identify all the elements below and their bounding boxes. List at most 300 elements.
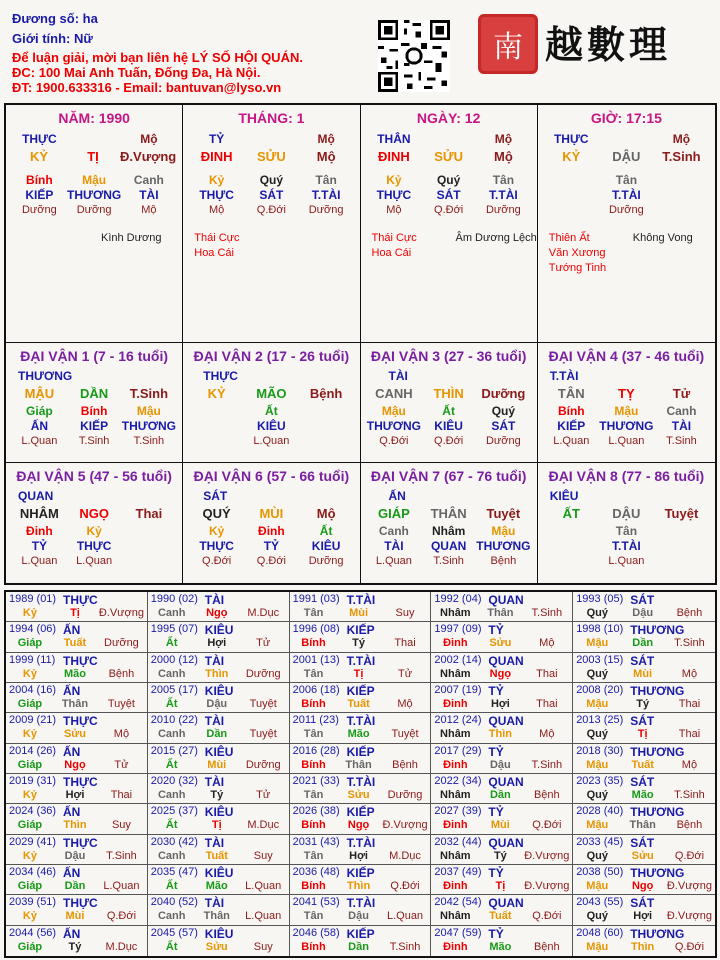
year-cell[interactable] [290, 835, 432, 865]
pillar-top-2: Mộ [672, 132, 691, 146]
year-cell[interactable] [6, 804, 148, 834]
dai-van-hidden-star-2: KIÊU [311, 539, 341, 553]
year-label: 2038 (50) [576, 866, 624, 878]
dai-van-stem-branch-0: NHÂM [19, 506, 59, 521]
year-stem: Ất [165, 940, 178, 953]
dai-van-hidden-star-2: TÀI [671, 419, 692, 433]
year-label: 2041 (53) [292, 896, 340, 909]
year-stage: Mộ [397, 698, 413, 710]
year-cell[interactable] [431, 622, 573, 652]
year-detail [290, 819, 431, 831]
year-cell[interactable] [290, 592, 432, 622]
dai-van-stage-1: L.Quan [76, 555, 113, 567]
year-cell[interactable] [573, 926, 715, 956]
pillar-stem-branch-1: DẬU [612, 149, 641, 164]
year-stage: Bệnh [676, 607, 703, 619]
dai-van-stage-1: T.Sinh [433, 555, 464, 567]
phone-email-line: ĐT: 1900.633316 - Email: bantuvan@lyso.vn [12, 80, 282, 95]
year-cell[interactable] [573, 835, 715, 865]
year-stem: Kỷ [22, 789, 37, 801]
year-stage: T.Sinh [531, 607, 563, 619]
dai-van-stem-branch-2: Tuyệt [664, 506, 699, 521]
year-branch: Tị [353, 667, 364, 680]
year-cell[interactable] [6, 592, 148, 622]
year-cell[interactable] [6, 835, 148, 865]
year-detail [290, 728, 431, 740]
year-label: 2021 (33) [292, 775, 340, 787]
year-detail [148, 789, 289, 801]
year-cell[interactable] [573, 592, 715, 622]
growth-stage-1: Dưỡng [76, 204, 112, 216]
dai-van-stem-branch-2: T.Sinh [129, 386, 169, 401]
year-cell[interactable] [148, 713, 290, 743]
dai-van-hidden-star-2: THƯƠNG [476, 539, 531, 553]
year-branch: Thân [345, 758, 372, 771]
dai-van-stage-2: Bệnh [490, 555, 517, 567]
year-cell[interactable] [148, 622, 290, 652]
pillar-cell [361, 105, 538, 343]
year-stem: Bính [301, 698, 326, 710]
year-label: 2040 (52) [150, 896, 198, 909]
year-cell[interactable] [148, 895, 290, 925]
year-branch: Mão [347, 728, 370, 741]
year-detail [6, 819, 147, 831]
pillar-top-2: Mộ [494, 132, 513, 146]
year-ten-god: QUAN [488, 714, 524, 729]
year-label: 2030 (42) [150, 835, 198, 848]
year-label: 2033 (45) [576, 835, 624, 848]
year-stem: Canh [157, 789, 186, 801]
dai-van-hidden-star-1: KIÊU [434, 419, 463, 433]
dai-van-cell [361, 463, 538, 583]
hidden-stem-2: Tân [492, 173, 515, 187]
year-label: 2048 (60) [576, 926, 624, 939]
year-stem: Đinh [443, 880, 468, 892]
dai-van-hidden-stem-1: Nhâm [431, 524, 466, 538]
growth-stage-2: Dưỡng [308, 204, 344, 216]
year-branch: Hợi [65, 789, 85, 801]
year-label: 2013 (25) [576, 714, 624, 727]
year-label: 2012 (24) [434, 714, 482, 727]
year-stem: Bính [301, 758, 326, 771]
year-detail [431, 910, 572, 922]
year-label: 2024 (36) [9, 805, 57, 818]
auxiliary-star: Kình Dương [101, 232, 162, 244]
growth-stage-2 [654, 203, 709, 217]
year-stem: Nhâm [440, 667, 471, 680]
year-detail [290, 759, 431, 771]
year-branch: Thìn [488, 728, 512, 741]
year-ten-god: KIÊU [204, 623, 234, 638]
dai-van-hidden-stem-1: Bính [80, 404, 108, 418]
year-detail [6, 728, 147, 740]
year-label: 2017 (29) [434, 744, 482, 757]
dai-van-hidden-star-0: KIẾP [557, 419, 586, 433]
year-detail [6, 910, 147, 922]
dai-van-star: ẤN [388, 489, 406, 503]
dai-van-hidden-stem-2: Mậu [136, 404, 161, 418]
year-detail [290, 941, 431, 953]
year-ten-god: TỶ [488, 926, 504, 941]
year-label: 2000 (12) [150, 653, 198, 666]
dai-van-stem-branch-2: Thai [135, 506, 163, 521]
dai-van-cell [361, 343, 538, 463]
year-cell[interactable] [148, 744, 290, 774]
dai-van-hidden-stem-0: Canh [378, 524, 409, 538]
year-detail [148, 728, 289, 740]
year-branch: Mùi [65, 910, 85, 923]
year-cell[interactable] [6, 653, 148, 683]
year-stage: Tuyệt [249, 728, 277, 741]
dai-van-stage-row [183, 554, 359, 568]
year-ten-god: KIÊU [204, 926, 234, 941]
year-cell[interactable] [290, 865, 432, 895]
auxiliary-star: Không Vong [632, 232, 693, 244]
year-stage: Q.Đới [674, 849, 705, 862]
year-cell[interactable] [431, 653, 573, 683]
year-label: 2035 (47) [150, 866, 198, 878]
year-cell[interactable] [431, 926, 573, 956]
dai-van-title: ĐẠI VẬN 4 (37 - 46 tuổi) [548, 348, 705, 364]
year-ten-god: SÁT [630, 896, 655, 911]
year-cell[interactable] [573, 713, 715, 743]
growth-stage-row [538, 203, 715, 217]
dai-van-cell [183, 343, 360, 463]
year-cell[interactable] [6, 865, 148, 895]
year-cell[interactable] [148, 683, 290, 713]
year-label: 2044 (56) [9, 926, 57, 939]
dai-van-hidden-star-row [361, 419, 537, 434]
year-ten-god: THƯƠNG [630, 926, 685, 941]
dai-van-hidden-stem-2: Canh [666, 404, 697, 418]
hidden-star-2: T.TÀI [489, 188, 518, 202]
year-cell[interactable] [573, 774, 715, 804]
hidden-star-1: SÁT [436, 188, 461, 202]
year-cell[interactable] [6, 895, 148, 925]
year-stage: Suy [253, 849, 273, 862]
year-branch: Dậu [632, 607, 654, 619]
year-cell[interactable] [290, 622, 432, 652]
year-stage: Mộ [681, 667, 698, 680]
year-ten-god: THƯƠNG [630, 866, 685, 880]
year-branch: Dần [206, 728, 228, 741]
year-ten-god: KIÊU [204, 684, 234, 698]
year-stem: Kỷ [22, 607, 37, 619]
dai-van-stem-branch-1: THÌN [433, 386, 464, 401]
year-ten-god: ẤN [63, 866, 81, 880]
year-cell[interactable] [6, 683, 148, 713]
year-label: 1995 (07) [150, 623, 198, 636]
year-stem: Canh [157, 910, 186, 923]
year-stem: Nhâm [440, 849, 471, 862]
hidden-star-0: THỰC [199, 188, 234, 202]
year-cell[interactable] [290, 804, 432, 834]
year-detail [573, 759, 715, 771]
year-stem: Ất [165, 698, 178, 710]
year-cell[interactable] [431, 804, 573, 834]
year-label: 2022 (34) [434, 775, 482, 787]
year-ten-god: QUAN [488, 835, 524, 850]
dai-van-hidden-stem-0: Đinh [26, 524, 53, 538]
hidden-star-1: SÁT [259, 188, 284, 202]
pillar-stem-branch-0: ĐINH [377, 149, 410, 164]
year-cell[interactable] [290, 774, 432, 804]
hidden-stem-row [538, 173, 715, 188]
hidden-star-2: T.TÀI [311, 188, 341, 202]
year-stage: Đ.Vượng [524, 880, 570, 892]
year-cell[interactable] [431, 774, 573, 804]
year-ten-god: QUAN [488, 896, 524, 911]
year-label: 2036 (48) [292, 866, 340, 878]
year-stage: M.Dục [247, 819, 280, 832]
pillar-title: GIỜ: 17:15 [590, 110, 662, 126]
year-branch: Hợi [207, 637, 227, 650]
year-cell[interactable] [573, 622, 715, 652]
year-label: 2009 (21) [9, 714, 57, 727]
pillar-top-row [183, 132, 359, 147]
pillar-top-0: THỰC [553, 132, 589, 146]
dai-van-stage-1: Q.Đới [434, 435, 464, 447]
year-cell[interactable] [6, 744, 148, 774]
year-stem: Quý [586, 789, 608, 801]
year-stage: Tuyệt [107, 698, 135, 710]
dai-van-star: KIÊU [549, 489, 579, 503]
hidden-stem-0 [544, 173, 599, 188]
year-cell[interactable] [148, 592, 290, 622]
year-cell[interactable] [290, 683, 432, 713]
dai-van-hidden-stem-2 [654, 524, 709, 539]
year-cell[interactable] [573, 683, 715, 713]
year-detail [290, 668, 431, 680]
year-cell[interactable] [290, 653, 432, 683]
year-stage: Đ.Vượng [382, 819, 428, 832]
address-line: ĐC: 100 Mai Anh Tuấn, Đống Đa, Hà Nội. [12, 65, 261, 80]
year-cell[interactable] [6, 622, 148, 652]
dai-van-hidden-star-1: KIÊU [257, 419, 286, 433]
dai-van-stage-1: L.Quan [608, 435, 645, 447]
year-detail [290, 910, 431, 922]
year-stage: Thai [536, 698, 558, 710]
year-stage: Q.Đới [674, 940, 705, 953]
year-branch: Mùi [490, 819, 510, 832]
hidden-stem-1: Quý [436, 173, 461, 187]
year-cell[interactable] [431, 713, 573, 743]
dai-van-star: THỰC [203, 369, 238, 383]
year-branch: Hợi [633, 910, 653, 923]
dai-van-hidden-stem-row [361, 524, 537, 539]
dai-van-hidden-stem-2: Quý [491, 404, 516, 418]
year-branch: Mùi [633, 667, 653, 680]
year-cell[interactable] [573, 804, 715, 834]
year-cell[interactable] [6, 926, 148, 956]
year-cell[interactable] [290, 895, 432, 925]
year-label: 2026 (38) [292, 805, 340, 818]
year-branch: Thân [629, 819, 656, 832]
year-label: 1996 (08) [292, 623, 340, 636]
dai-van-stem-branch-row [6, 504, 182, 524]
year-detail [148, 637, 289, 649]
year-detail [431, 668, 572, 680]
year-ten-god: TÀI [204, 835, 225, 850]
year-cell[interactable] [431, 835, 573, 865]
year-stem: Tân [303, 789, 324, 801]
year-cell[interactable] [6, 713, 148, 743]
year-stem: Đinh [443, 637, 468, 650]
dai-van-hidden-star-1: THỰC [76, 539, 112, 553]
year-branch: Tị [637, 728, 648, 741]
year-branch: Tý [493, 849, 507, 862]
year-cell[interactable] [573, 865, 715, 895]
year-stage: M.Dục [247, 607, 280, 619]
year-label: 2037 (49) [434, 866, 482, 878]
year-cell[interactable] [573, 895, 715, 925]
dai-van-hidden-stem-row [538, 524, 715, 539]
dai-van-hidden-star-0: TÀI [384, 539, 404, 553]
hidden-star-1: THƯƠNG [67, 188, 122, 202]
year-cell[interactable] [431, 744, 573, 774]
dai-van-stem-branch-0: KỶ [207, 386, 226, 401]
year-ten-god: KIẾP [346, 744, 375, 759]
hidden-stem-1: Quý [259, 173, 284, 187]
year-stage: Q.Đới [532, 910, 562, 923]
dai-van-hidden-star-1: TỶ [263, 539, 280, 553]
year-cell[interactable] [148, 835, 290, 865]
year-stage: Đ.Vượng [98, 607, 144, 619]
year-detail [148, 941, 289, 953]
year-branch: Tuất [63, 637, 87, 650]
year-branch: Mão [489, 940, 512, 953]
pillar-title: THÁNG: 1 [238, 110, 305, 126]
dai-van-stem-branch-2: Bệnh [309, 386, 343, 401]
year-detail [431, 728, 572, 740]
year-detail [431, 637, 572, 649]
dai-van-stem-branch-0: MẬU [24, 386, 55, 401]
auxiliary-star: Thái Cực [371, 232, 417, 244]
year-label: 2032 (44) [434, 835, 482, 848]
year-stem: Canh [157, 667, 186, 680]
year-ten-god: TỶ [488, 866, 504, 880]
year-branch: Dậu [64, 849, 86, 862]
dai-van-stem-branch-1: MÙI [259, 506, 284, 521]
year-stem: Canh [157, 607, 186, 619]
year-cell[interactable] [148, 865, 290, 895]
year-branch: Tuất [489, 910, 512, 923]
year-detail [573, 880, 715, 892]
year-detail [290, 637, 431, 649]
pillar-stem-branch-0: ĐINH [200, 149, 233, 164]
year-detail [290, 607, 431, 619]
year-stem: Tân [303, 607, 324, 619]
year-stem: Đinh [443, 758, 468, 771]
hidden-star-row [361, 188, 537, 203]
year-cell[interactable] [148, 653, 290, 683]
year-ten-god: THỰC [63, 775, 98, 789]
dai-van-hidden-stem-0: Giáp [26, 404, 53, 418]
dai-van-title: ĐẠI VẬN 1 (7 - 16 tuổi) [20, 348, 169, 364]
year-detail [6, 607, 147, 619]
year-detail [290, 789, 431, 801]
year-ten-god: TÀI [204, 714, 225, 729]
year-detail [6, 880, 147, 892]
year-cell[interactable] [431, 683, 573, 713]
year-stage: Suy [111, 819, 131, 832]
year-label: 2015 (27) [150, 744, 198, 757]
year-branch: Dần [64, 880, 86, 892]
pillar-cell [6, 105, 183, 343]
year-stem: Ất [165, 819, 178, 832]
year-ten-god: THƯƠNG [630, 684, 685, 698]
contact-line: Để luận giải, mời bạn liên hệ LÝ SỐ HỘI QUÁN. [12, 50, 303, 65]
header [0, 0, 720, 100]
year-branch: Hợi [349, 849, 368, 862]
year-cell[interactable] [431, 895, 573, 925]
growth-stage-1: Dưỡng [608, 204, 644, 216]
year-cell[interactable] [431, 592, 573, 622]
dai-van-stem-branch-row [6, 384, 182, 404]
year-detail [431, 698, 572, 710]
year-ten-god: TÀI [204, 896, 225, 911]
dai-van-stage-1: Q.Đới [256, 555, 286, 567]
pillar-stem-branch-2: T.Sinh [662, 149, 701, 164]
year-stage: Đ.Vượng [666, 910, 713, 923]
year-cell[interactable] [290, 926, 432, 956]
year-cell[interactable] [148, 926, 290, 956]
year-detail [148, 607, 289, 619]
year-ten-god: KIẾP [346, 684, 375, 698]
dai-van-star: TÀI [388, 369, 408, 383]
year-detail [573, 607, 715, 619]
year-ten-god: THỰC [63, 714, 98, 729]
year-detail [573, 728, 715, 740]
dai-van-hidden-star-1: THƯƠNG [599, 419, 654, 433]
year-cell[interactable] [290, 713, 432, 743]
year-cell[interactable] [6, 774, 148, 804]
pillar-stem-branch-2: Đ.Vượng [120, 149, 177, 164]
year-cell[interactable] [148, 804, 290, 834]
dai-van-hidden-stem-0: Mậu [381, 404, 406, 418]
pillar-stem-branch-2: Mộ [493, 149, 513, 164]
year-branch: Sửu [205, 940, 228, 953]
year-cell[interactable] [573, 653, 715, 683]
year-stage: Suy [395, 607, 415, 619]
year-cell[interactable] [573, 744, 715, 774]
year-branch: Thìn [205, 667, 229, 680]
year-stage: L.Quan [386, 910, 424, 923]
year-stem: Bính [301, 880, 326, 892]
year-label: 2028 (40) [576, 805, 624, 818]
hidden-stem-0: Bính [26, 173, 53, 187]
year-cell[interactable] [431, 865, 573, 895]
year-detail [6, 668, 147, 680]
year-ten-god: SÁT [630, 714, 655, 729]
qr-code-icon[interactable] [378, 20, 450, 92]
year-label: 1989 (01) [9, 593, 57, 605]
year-label: 2031 (43) [292, 835, 340, 848]
year-cell[interactable] [148, 774, 290, 804]
year-detail [148, 910, 289, 922]
dai-van-hidden-star-0: THƯƠNG [366, 419, 421, 433]
dai-van-hidden-star-0: TỶ [31, 539, 48, 553]
year-ten-god: KIẾP [346, 926, 375, 941]
dai-van-stage-row [538, 434, 715, 448]
growth-stage-2: Mộ [141, 204, 157, 216]
dai-van-hidden-stem-1: Kỷ [86, 524, 102, 538]
year-ten-god: SÁT [630, 775, 655, 789]
pillar-stem-branch-row [183, 147, 359, 167]
year-cell[interactable] [290, 744, 432, 774]
year-branch: Tý [352, 637, 365, 650]
year-detail [573, 819, 715, 831]
